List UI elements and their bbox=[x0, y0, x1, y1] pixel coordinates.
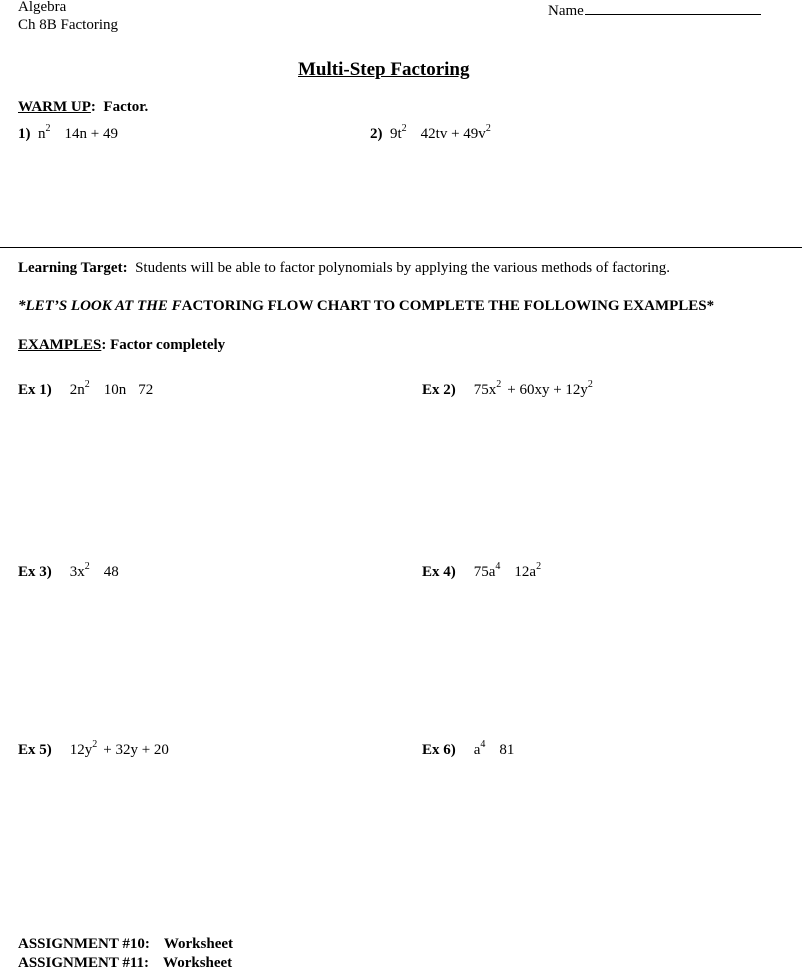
exponent: 4 bbox=[495, 561, 501, 572]
page-title: Multi-Step Factoring bbox=[298, 59, 470, 80]
problem-number: 2) bbox=[370, 126, 383, 142]
flowchart-note-text: ACTORING FLOW CHART TO COMPLETE THE FOLLOWING EXAMPLES* bbox=[181, 298, 715, 314]
example-2 bbox=[422, 379, 593, 398]
course-name: Algebra bbox=[18, 0, 67, 15]
example-number: Ex 1) bbox=[18, 382, 52, 398]
example-1 bbox=[18, 379, 154, 398]
exponent: 2 bbox=[92, 739, 98, 750]
example-4 bbox=[422, 561, 542, 580]
exponent: 4 bbox=[480, 739, 486, 750]
exponent: 2 bbox=[485, 123, 491, 134]
warmup-instruction: Factor. bbox=[103, 99, 149, 115]
flowchart-note bbox=[18, 299, 714, 314]
term: 3x bbox=[69, 564, 85, 580]
term: 10n bbox=[103, 382, 127, 398]
term: 12 bbox=[69, 742, 85, 758]
name-field[interactable] bbox=[548, 0, 761, 19]
problem-number: 1) bbox=[18, 126, 31, 142]
exponent: 2 bbox=[45, 123, 51, 134]
term: 42tv + 49v bbox=[420, 126, 486, 142]
exponent: 2 bbox=[536, 561, 542, 572]
term: y bbox=[84, 742, 93, 758]
term: + 60xy + 12 bbox=[507, 382, 581, 398]
example-number: Ex 3) bbox=[18, 564, 52, 580]
assignment-value: Worksheet bbox=[163, 936, 234, 952]
example-number: Ex 6) bbox=[422, 742, 456, 758]
examples-heading: EXAMPLES: Factor completely bbox=[18, 337, 226, 353]
warmup-problem-2 bbox=[370, 123, 491, 142]
examples-instruction: Factor completely bbox=[110, 337, 226, 353]
learning-target bbox=[18, 261, 670, 276]
term: 9t bbox=[390, 126, 402, 142]
term: 81 bbox=[499, 742, 515, 758]
example-3 bbox=[18, 561, 119, 580]
term: 48 bbox=[103, 564, 119, 580]
example-number: Ex 4) bbox=[422, 564, 456, 580]
example-number: Ex 2) bbox=[422, 382, 456, 398]
assignment-10 bbox=[18, 937, 233, 952]
assignment-label: ASSIGNMENT #11: bbox=[18, 955, 150, 971]
term: + 32 bbox=[103, 742, 131, 758]
term: 75x bbox=[473, 382, 497, 398]
flowchart-note-italic: *LET’S LOOK AT THE F bbox=[18, 298, 182, 314]
example-6 bbox=[422, 739, 515, 758]
term: y bbox=[580, 382, 588, 398]
term: 2n bbox=[69, 382, 85, 398]
warmup-problem-1 bbox=[18, 123, 118, 142]
exponent: 2 bbox=[587, 379, 593, 390]
learning-target-text: Students will be able to factor polynomials by applying the various methods of factoring. bbox=[135, 260, 670, 276]
term: a bbox=[473, 742, 481, 758]
example-number: Ex 5) bbox=[18, 742, 52, 758]
examples-label: EXAMPLES bbox=[18, 337, 102, 353]
exponent: 2 bbox=[401, 123, 407, 134]
learning-target-label: Learning Target: bbox=[18, 260, 128, 276]
divider-line bbox=[0, 247, 802, 248]
term: n bbox=[38, 126, 46, 142]
example-5 bbox=[18, 739, 169, 758]
assignment-11 bbox=[18, 956, 232, 971]
warmup-heading: WARM UP: Factor. bbox=[18, 99, 149, 115]
assignment-value: Worksheet bbox=[163, 955, 233, 971]
name-label: Name bbox=[548, 3, 584, 19]
term: 14n + 49 bbox=[64, 126, 118, 142]
term: 75a bbox=[473, 564, 496, 580]
term: 12a bbox=[514, 564, 537, 580]
term: y + 20 bbox=[130, 742, 169, 758]
exponent: 2 bbox=[84, 561, 90, 572]
chapter-name: Ch 8B Factoring bbox=[18, 17, 118, 33]
name-blank[interactable] bbox=[585, 0, 761, 15]
exponent: 2 bbox=[496, 379, 502, 390]
assignment-label: ASSIGNMENT #10: bbox=[18, 936, 150, 952]
exponent: 2 bbox=[84, 379, 90, 390]
warmup-label: WARM UP bbox=[18, 99, 91, 115]
term: 72 bbox=[138, 382, 154, 398]
